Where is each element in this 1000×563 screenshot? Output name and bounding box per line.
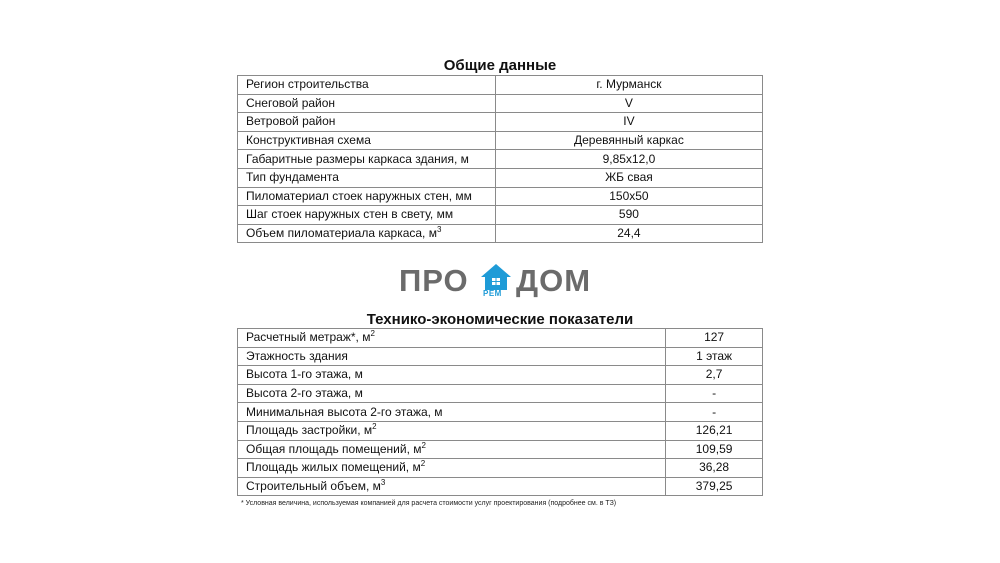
general-data-title: Общие данные (443, 57, 557, 74)
row-value: 36,28 (666, 459, 763, 478)
row-label: Площадь жилых помещений, $м^2$ (238, 459, 666, 478)
row-value: 2,7 (666, 366, 763, 385)
table-row (238, 366, 763, 385)
row-value: 1 этаж (666, 347, 763, 366)
row-value: Деревянный каркас (495, 131, 762, 150)
row-value: 126,21 (666, 421, 763, 440)
row-label: Расчетный метраж*, $м^2$ (238, 329, 666, 348)
row-value: - (666, 384, 763, 403)
row-value: 24,4 (495, 224, 762, 243)
row-label: Высота 2-го этажа, м (238, 384, 666, 403)
table-row (238, 131, 763, 150)
row-value: 109,59 (666, 440, 763, 459)
row-value: ЖБ свая (495, 168, 762, 187)
table-row (238, 347, 763, 366)
row-value: 590 (495, 206, 762, 225)
row-value: г. Мурманск (495, 76, 762, 95)
row-label: Снеговой район (238, 94, 496, 113)
table-row (238, 113, 763, 132)
row-label: Конструктивная схема (238, 131, 496, 150)
row-value: 150х50 (495, 187, 762, 206)
row-label: Шаг стоек наружных стен в свету, мм (238, 206, 496, 225)
logo-text-left: ПРО (399, 263, 469, 298)
row-value: IV (495, 113, 762, 132)
row-label: Регион строительства (238, 76, 496, 95)
row-value: 127 (666, 329, 763, 348)
table-row (238, 384, 763, 403)
row-label: Площадь застройки, $м^2$ (238, 421, 666, 440)
row-value: - (666, 403, 763, 422)
table-row (238, 477, 763, 496)
row-label: Тип фундамента (238, 168, 496, 187)
row-value: 9,85х12,0 (495, 150, 762, 169)
table-row (238, 206, 763, 225)
general-data-table (237, 75, 763, 243)
table-row (238, 403, 763, 422)
table-row (238, 76, 763, 95)
table-row (238, 168, 763, 187)
logo-small-text: РЕМ (483, 289, 502, 298)
table-row (238, 94, 763, 113)
prodom-logo (399, 260, 599, 300)
row-label: Пиломатериал стоек наружных стен, мм (238, 187, 496, 206)
table-row (238, 329, 763, 348)
table-row (238, 440, 763, 459)
row-label: Минимальная высота 2-го этажа, м (238, 403, 666, 422)
row-label: Высота 1-го этажа, м (238, 366, 666, 385)
tech-indicators-title: Технико-экономические показатели (366, 311, 634, 328)
table-row (238, 459, 763, 478)
table-row (238, 224, 763, 243)
footnote: * Условная величина, используемая компанией для расчета стоимости услуг проектирования (подробнее см. в ТЗ) (241, 500, 617, 507)
table-row (238, 421, 763, 440)
table-row (238, 150, 763, 169)
row-value: V (495, 94, 762, 113)
row-label: Этажность здания (238, 347, 666, 366)
row-label: Габаритные размеры каркаса здания, м (238, 150, 496, 169)
table-row (238, 187, 763, 206)
logo-text-right: ДОМ (516, 263, 592, 298)
tech-indicators-table (237, 328, 763, 496)
row-value: 379,25 (666, 477, 763, 496)
row-label: Строительный объем, $м^3$ (238, 477, 666, 496)
row-label: Ветровой район (238, 113, 496, 132)
row-label: Объем пиломатериала каркаса, $м^3$ (238, 224, 496, 243)
row-label: Общая площадь помещений, $м^2$ (238, 440, 666, 459)
